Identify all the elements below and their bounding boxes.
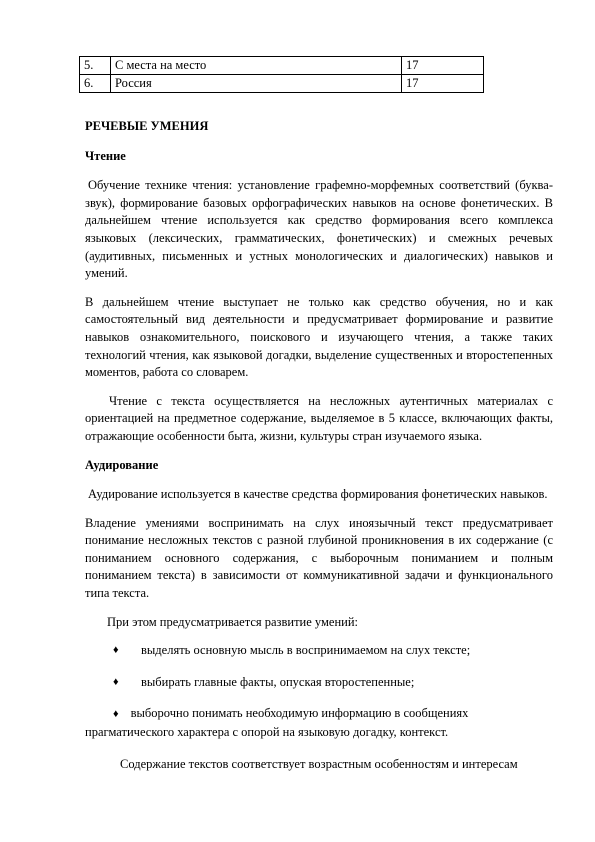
reading-paragraph-3: Чтение с текста осуществляется на несложных аутентичных материалах с ориентацией на предметное содержание, выделяемое в 5 классе, включающих факты, отражающие особенности быта, жизни, культуры стран изучаемого языка. (85, 393, 553, 443)
diamond-bullet-icon: ♦ (113, 708, 119, 721)
list-item-text: выделять основную мысль в воспринимаемом на слух тексте; (141, 643, 471, 658)
row-topic: Россия (111, 75, 402, 93)
row-number: 5. (80, 57, 111, 75)
document-body (85, 118, 553, 784)
listening-paragraph-4: Содержание текстов соответствует возрастным особенностям и интересам (120, 756, 518, 771)
reading-paragraph-2: В дальнейшем чтение выступает не только как средство обучения, но и как самостоятельный вид деятельности и предусматривает формирование и развитие навыков ознакомительного, поискового и изучающего чтения, а также таких технологий чтения, как языковой догадки, выделение существенных и второстепенных моментов, работа со словарем. (85, 294, 553, 380)
topics-table (79, 56, 484, 93)
listening-paragraph-1: Аудирование используется в качестве средства формирования фонетических навыков. (88, 487, 548, 502)
list-item (85, 674, 553, 692)
list-item-text: выборочно понимать необходимую информацию в сообщениях прагматического характера с опорой на языковую догадку, контекст. (85, 706, 469, 740)
row-hours: 17 (402, 57, 484, 75)
diamond-bullet-icon: ♦ (113, 644, 119, 657)
list-item (85, 642, 553, 660)
list-item-text: выбирать главные факты, опуская второстепенные; (141, 674, 415, 689)
reading-paragraph-1: Обучение технике чтения: установление графемно-морфемных соответствий (буква-звук), формирование базовых орфографических навыков на основе фонетических. В дальнейшем чтение используется как средство формирования всего комплекса языковых (лексических, грамматических, фонетических) и смежных речевых (аудитивных, письменных и устных монологических и диалогических) навыков и умений. (85, 178, 553, 281)
reading-heading: Чтение (85, 148, 126, 163)
row-hours: 17 (402, 75, 484, 93)
listening-paragraph-2: Владение умениями воспринимать на слух иноязычный текст предусматривает понимание несложных текстов с разной глубиной проникновения в их содержание (с пониманием основного содержания, с выборочным пониманием и полным пониманием текста) в зависимости от коммуникативной задачи и функционального типа текста. (85, 515, 553, 601)
row-topic: С места на место (111, 57, 402, 75)
listening-heading: Аудирование (85, 457, 159, 472)
listening-paragraph-3: При этом предусматривается развитие умений: (107, 614, 358, 629)
row-number: 6. (80, 75, 111, 93)
section-title: РЕЧЕВЫЕ УМЕНИЯ (85, 119, 209, 133)
diamond-bullet-icon: ♦ (113, 675, 119, 688)
table-row (80, 75, 484, 93)
list-item (85, 705, 553, 741)
table-row (80, 57, 484, 75)
